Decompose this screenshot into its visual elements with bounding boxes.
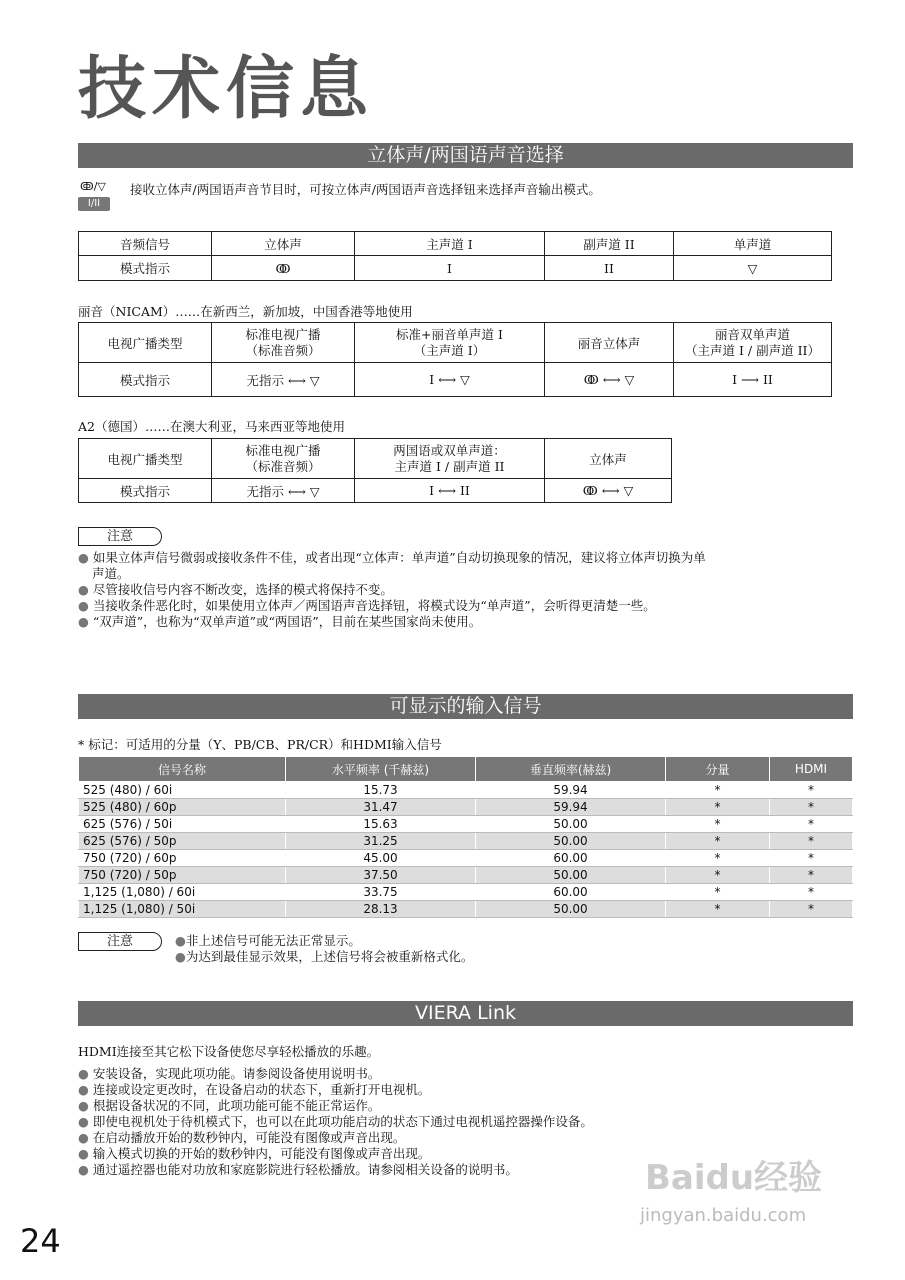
header-cell: 标准电视广播 （标准音频） (212, 439, 355, 479)
table-cell: 625 (576) / 50i (79, 816, 286, 833)
header-cell: 两国语或双单声道： 主声道 I / 副声道 II (355, 439, 545, 479)
header-cell: 立体声 (545, 439, 672, 479)
column-header: 信号名称 (79, 757, 286, 782)
watermark-logo: Baidu经验 (645, 1158, 823, 1198)
table-cell: 59.94 (476, 799, 666, 816)
a2-table (78, 438, 672, 503)
nicam-caption: 丽音（NICAM）……在新西兰，新加坡，中国香港等地使用 (78, 304, 413, 319)
table-cell: 50.00 (476, 833, 666, 850)
stereo-icon: ↂ/▽ (80, 180, 106, 193)
input-signals-table (78, 756, 853, 918)
list-item: ● 连接或设定更改时，在设备启动的状态下，重新打开电视机。 (78, 1082, 431, 1097)
list-item: 声道。 (92, 566, 130, 581)
header-cell: 单声道 (674, 232, 832, 256)
table-cell: * (666, 867, 770, 884)
column-header: 分量 (666, 757, 770, 782)
table-cell: 50.00 (476, 816, 666, 833)
table-cell: 37.50 (286, 867, 476, 884)
section-bar-stereo: 立体声/两国语声音选择 (78, 143, 853, 168)
row-label: 模式指示 (79, 363, 212, 397)
list-item: ● 尽管接收信号内容不断改变，选择的模式将保持不变。 (78, 582, 393, 597)
table-cell: 1,125 (1,080) / 50i (79, 901, 286, 918)
dual-mono-cycle-diagram: I ⟶ II (674, 363, 832, 397)
table-row (79, 867, 853, 884)
table-cell: 50.00 (476, 867, 666, 884)
column-header: 垂直频率(赫兹) (476, 757, 666, 782)
header-cell: 标准电视广播 （标准音频） (212, 323, 355, 363)
mode-indicator: ↂ ⟷ ▽ (545, 363, 674, 397)
page-title: 技术信息 (78, 50, 375, 129)
column-header: 水平频率 (千赫兹) (286, 757, 476, 782)
mode-indicator: I ⟷ II (355, 479, 545, 503)
list-item: ●为达到最佳显示效果，上述信号将会被重新格式化。 (175, 949, 474, 964)
audio-signal-table (78, 231, 832, 281)
table-cell: * (666, 884, 770, 901)
table-row (79, 901, 853, 918)
list-item: ● 当接收条件恶化时，如果使用立体声／两国语声音选择钮，将模式设为“单声道”，会听得更清楚一些。 (78, 598, 656, 613)
stereo-indicator-icon: ↂ (212, 256, 355, 281)
table-cell: 33.75 (286, 884, 476, 901)
table-cell: 31.25 (286, 833, 476, 850)
section-bar-viera-link: VIERA Link (78, 1001, 853, 1026)
row-label: 模式指示 (79, 256, 212, 281)
table-cell: 59.94 (476, 782, 666, 799)
table-row (79, 816, 853, 833)
table-cell: 750 (720) / 50p (79, 867, 286, 884)
table-row (79, 782, 853, 799)
table-cell: 28.13 (286, 901, 476, 918)
table-cell: * (770, 850, 853, 867)
table-cell: * (770, 884, 853, 901)
table-cell: 60.00 (476, 884, 666, 901)
list-item: ● 通过遥控器也能对功放和家庭影院进行轻松播放。请参阅相关设备的说明书。 (78, 1162, 518, 1177)
stereo-notes (78, 550, 858, 630)
list-item: ● “双声道”，也称为“双单声道”或“两国语”，目前在某些国家尚未使用。 (78, 614, 482, 629)
column-header: HDMI (770, 757, 853, 782)
table-row (79, 833, 853, 850)
stereo-intro: 接收立体声/两国语声音节目时，可按立体声/两国语声音选择钮来选择声音输出模式。 (130, 182, 601, 197)
mode-indicator: 无指示 ⟷ ▽ (212, 479, 355, 503)
mode-indicator: 无指示 ⟷ ▽ (212, 363, 355, 397)
table-cell: * (666, 782, 770, 799)
header-cell: 立体声 (212, 232, 355, 256)
header-cell: 主声道 I (355, 232, 545, 256)
table-cell: * (770, 782, 853, 799)
section-bar-input-signals: 可显示的输入信号 (78, 694, 853, 719)
table-cell: 750 (720) / 60p (79, 850, 286, 867)
table-cell: 31.47 (286, 799, 476, 816)
header-cell: 音频信号 (79, 232, 212, 256)
list-item: ● 在启动播放开始的数秒钟内，可能没有图像或声音出现。 (78, 1130, 406, 1145)
mode-indicator: ↂ ⟷ ▽ (545, 479, 672, 503)
viera-intro: HDMI连接至其它松下设备使您尽享轻松播放的乐趣。 (78, 1044, 380, 1059)
table-cell: * (770, 799, 853, 816)
a2-caption: A2（德国）……在澳大利亚，马来西亚等地使用 (78, 419, 345, 434)
mode-indicator: I ⟷ ▽ (355, 363, 545, 397)
watermark-url: jingyan.baidu.com (640, 1205, 807, 1226)
list-item: ● 即使电视机处于待机模式下，也可以在此项功能启动的状态下通过电视机遥控器操作设备。 (78, 1114, 593, 1129)
nicam-table (78, 322, 832, 397)
main-channel-indicator: I (355, 256, 545, 281)
table-cell: 625 (576) / 50p (79, 833, 286, 850)
note-badge: 注意 (78, 932, 162, 951)
table-cell: 45.00 (286, 850, 476, 867)
table-cell: 525 (480) / 60i (79, 782, 286, 799)
row-label: 模式指示 (79, 479, 212, 503)
table-cell: * (666, 833, 770, 850)
list-item: ● 输入模式切换的开始的数秒钟内，可能没有图像或声音出现。 (78, 1146, 431, 1161)
table-row (79, 850, 853, 867)
table-row (79, 884, 853, 901)
table-cell: * (770, 867, 853, 884)
list-item: ● 安装设备，实现此项功能。请参阅设备使用说明书。 (78, 1066, 381, 1081)
header-cell: 丽音立体声 (545, 323, 674, 363)
table-cell: 525 (480) / 60p (79, 799, 286, 816)
list-item: ●非上述信号可能无法正常显示。 (175, 933, 361, 948)
list-item: ● 根据设备状况的不同，此项功能可能不能正常运作。 (78, 1098, 381, 1113)
header-cell: 标准+丽音单声道 I （主声道 I） (355, 323, 545, 363)
table-cell: * (770, 816, 853, 833)
table-cell: 15.73 (286, 782, 476, 799)
table-cell: * (666, 816, 770, 833)
table-cell: * (666, 799, 770, 816)
mono-indicator-icon: ▽ (674, 256, 832, 281)
table-cell: 15.63 (286, 816, 476, 833)
sub-channel-indicator: II (545, 256, 674, 281)
header-cell: 电视广播类型 (79, 439, 212, 479)
header-cell: 丽音双单声道 （主声道 I / 副声道 II） (674, 323, 832, 363)
signals-caption: * 标记：可适用的分量（Y、PB/CB、PR/CR）和HDMI输入信号 (78, 737, 442, 752)
header-cell: 副声道 II (545, 232, 674, 256)
table-cell: * (666, 850, 770, 867)
signals-notes (175, 933, 473, 965)
table-cell: 50.00 (476, 901, 666, 918)
table-row (79, 799, 853, 816)
table-cell: * (770, 833, 853, 850)
header-cell: 电视广播类型 (79, 323, 212, 363)
page-number: 24 (20, 1222, 61, 1260)
table-cell: * (666, 901, 770, 918)
note-badge: 注意 (78, 527, 162, 546)
list-item: ● 如果立体声信号微弱或接收条件不佳，或者出现“立体声：单声道”自动切换现象的情况，建议将立体声切换为单 (78, 550, 706, 565)
table-cell: 60.00 (476, 850, 666, 867)
stereo-select-button[interactable]: I/II (78, 197, 110, 211)
table-cell: * (770, 901, 853, 918)
viera-notes (78, 1066, 593, 1178)
table-cell: 1,125 (1,080) / 60i (79, 884, 286, 901)
